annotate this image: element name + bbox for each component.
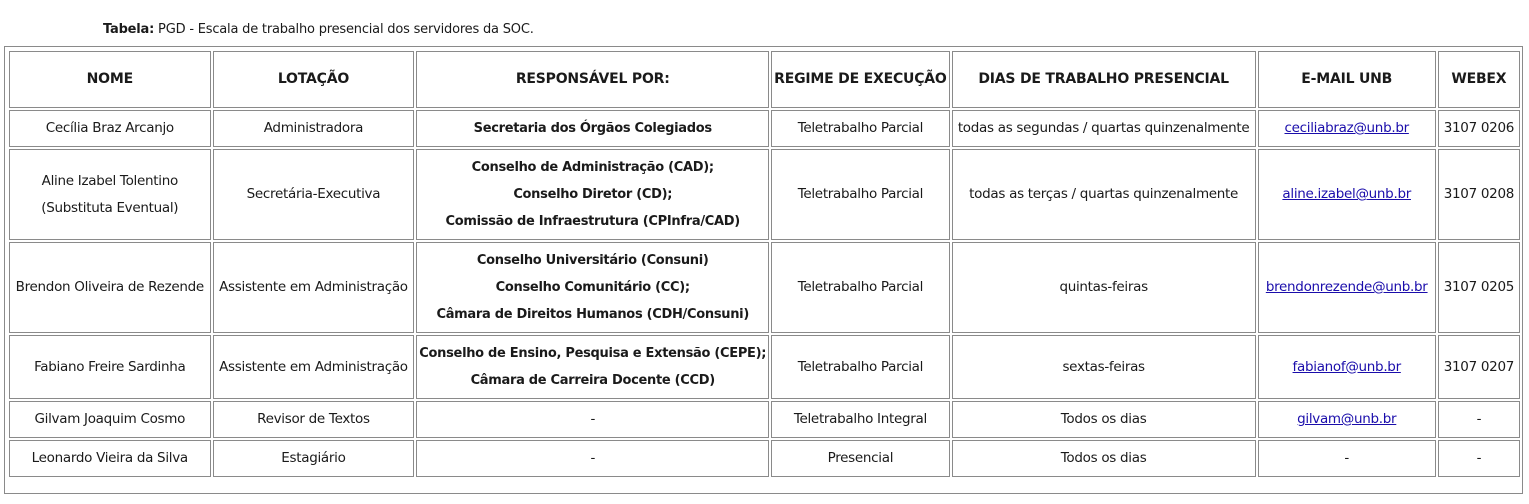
email-link[interactable]: aline.izabel@unb.br [1282,186,1411,202]
cell-email [1258,401,1436,438]
table-caption [103,21,534,39]
cell-regime: Teletrabalho Parcial [771,242,949,333]
responsavel-line: Câmara de Direitos Humanos (CDH/Consuni) [436,307,749,322]
responsavel-line: Conselho de Ensino, Pesquisa e Extensão (CEPE); [419,346,767,361]
table-row [9,335,1520,399]
nome-line: Leonardo Vieira da Silva [31,450,188,466]
cell-responsavel: - [416,401,769,438]
cell-regime: Teletrabalho Parcial [771,149,949,240]
nome-line: Brendon Oliveira de Rezende [15,279,204,295]
cell-nome [9,242,211,333]
header-nome: NOME [9,51,211,108]
responsavel-line: Câmara de Carreira Docente (CCD) [470,373,715,388]
cell-responsavel: - [416,440,769,477]
cell-regime: Teletrabalho Integral [771,401,949,438]
cell-webex: 3107 0205 [1438,242,1520,333]
cell-nome [9,401,211,438]
cell-nome [9,110,211,147]
responsavel-line: Conselho Diretor (CD); [513,187,673,202]
nome-line: (Substituta Eventual) [41,199,179,216]
table-row [9,242,1520,333]
cell-lotacao: Revisor de Textos [213,401,415,438]
header-lotacao: LOTAÇÃO [213,51,415,108]
table-row [9,149,1520,240]
cell-webex: 3107 0208 [1438,149,1520,240]
cell-webex: - [1438,440,1520,477]
email-link[interactable]: gilvam@unb.br [1297,411,1397,427]
responsavel-line: Conselho Comunitário (CC); [495,280,690,295]
cell-lotacao: Assistente em Administração [213,242,415,333]
cell-nome [9,149,211,240]
table-row [9,440,1520,477]
cell-responsavel [416,335,769,399]
cell-responsavel [416,149,769,240]
header-responsavel: RESPONSÁVEL POR: [416,51,769,108]
cell-dias: quintas-feiras [952,242,1256,333]
nome-line: Gilvam Joaquim Cosmo [34,411,186,427]
schedule-table [7,49,1522,479]
cell-lotacao: Secretária-Executiva [213,149,415,240]
cell-responsavel [416,242,769,333]
cell-email [1258,242,1436,333]
header-email: E-MAIL UNB [1258,51,1436,108]
table-row [9,401,1520,438]
caption-text: PGD - Escala de trabalho presencial dos servidores da SOC. [154,22,534,37]
cell-dias: todas as segundas / quartas quinzenalmente [952,110,1256,147]
email-link[interactable]: fabianof@unb.br [1292,358,1401,375]
cell-lotacao: Estagiário [213,440,415,477]
cell-nome [9,440,211,477]
cell-regime: Presencial [771,440,949,477]
cell-dias: todas as terças / quartas quinzenalmente [952,149,1256,240]
header-dias: DIAS DE TRABALHO PRESENCIAL [952,51,1256,108]
cell-email [1258,110,1436,147]
cell-responsavel [416,110,769,147]
responsavel-line: Secretaria dos Órgãos Colegiados [473,121,712,136]
cell-lotacao: Administradora [213,110,415,147]
responsavel-line: Conselho de Administração (CAD); [471,160,714,175]
cell-dias: Todos os dias [952,401,1256,438]
email-link[interactable]: ceciliabraz@unb.br [1284,120,1409,136]
header-row [9,51,1520,108]
cell-dias: Todos os dias [952,440,1256,477]
cell-dias: sextas-feiras [952,335,1256,399]
cell-email: - [1258,440,1436,477]
cell-webex: - [1438,401,1520,438]
cell-webex: 3107 0207 [1438,335,1520,399]
caption-label: Tabela: [103,22,155,37]
responsavel-line: Comissão de Infraestrutura (CPInfra/CAD) [445,214,740,229]
cell-regime: Teletrabalho Parcial [771,110,949,147]
responsavel-line: Conselho Universitário (Consuni) [476,253,709,268]
cell-regime: Teletrabalho Parcial [771,335,949,399]
header-webex: WEBEX [1438,51,1520,108]
nome-line: Fabiano Freire Sardinha [34,358,186,375]
nome-line: Cecília Braz Arcanjo [45,120,174,136]
email-link[interactable]: brendonrezende@unb.br [1265,279,1428,295]
table-row [9,110,1520,147]
cell-webex: 3107 0206 [1438,110,1520,147]
nome-line: Aline Izabel Tolentino [41,172,178,189]
cell-nome [9,335,211,399]
header-regime: REGIME DE EXECUÇÃO [771,51,949,108]
cell-email [1258,149,1436,240]
cell-email [1258,335,1436,399]
cell-lotacao: Assistente em Administração [213,335,415,399]
table-frame [4,46,1523,494]
